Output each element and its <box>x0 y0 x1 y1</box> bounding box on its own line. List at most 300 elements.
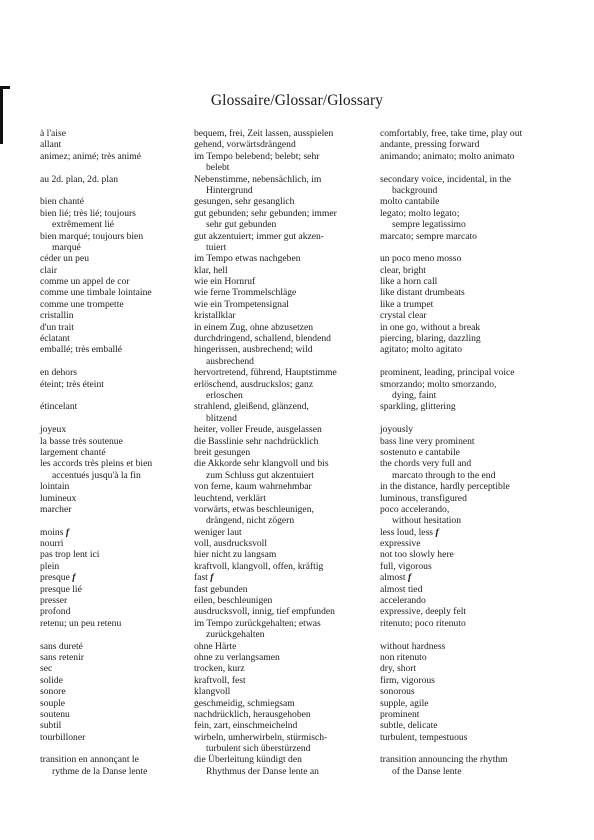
glossary-term: vorwärts, etwas beschleunigen, <box>194 503 314 515</box>
glossary-line <box>194 390 380 401</box>
glossary-line <box>380 185 566 196</box>
glossary-term: clair <box>40 264 58 276</box>
glossary-term: expressive, deeply felt <box>380 606 467 618</box>
glossary-line <box>380 253 566 264</box>
glossary-term: in einem Zug, ohne abzusetzen <box>194 321 314 333</box>
glossary-term: emballé; très emballé <box>40 344 123 356</box>
glossary-term: turbulent sich überstürzend <box>206 743 311 755</box>
glossary-term: hingerissen, ausbrechend; wild <box>194 344 313 356</box>
glossary-term: firm, vigorous <box>380 674 435 686</box>
glossary-term: drängend, nicht zögern <box>206 515 295 527</box>
glossary-term: un poco meno mosso <box>380 253 462 265</box>
glossary-line <box>380 698 566 709</box>
glossary-term: not too slowly here <box>380 549 454 561</box>
glossary-term: Rhythmus der Danse lente an <box>206 765 319 777</box>
glossary-line <box>194 743 380 754</box>
glossary-term: sparkling, glittering <box>380 401 456 413</box>
glossary-term: comfortably, free, take time, play out <box>380 128 523 139</box>
glossary-term: marqué <box>52 241 81 253</box>
glossary-term: eilen, beschleunigen <box>194 595 273 607</box>
glossary-line <box>380 538 566 549</box>
glossary-term: klar, hell <box>194 264 228 276</box>
glossary-term: crystal clear <box>380 310 427 322</box>
glossary-line <box>380 493 566 504</box>
glossary-term: la basse très soutenue <box>40 435 123 447</box>
glossary-term: heiter, voller Freude, ausgelassen <box>194 424 322 436</box>
glossary-term: éclatant <box>40 333 70 345</box>
glossary-term: dry, short <box>380 663 417 675</box>
glossary-line <box>40 139 192 150</box>
glossary-term: ausbrechend <box>206 355 254 367</box>
glossary-line <box>380 151 566 162</box>
glossary-line <box>40 732 192 743</box>
glossary-line <box>40 641 192 652</box>
glossary-line <box>380 549 566 560</box>
glossary-term: erlöschend, ausdruckslos; ganz <box>194 378 314 390</box>
glossary-line <box>40 379 192 390</box>
glossary-line <box>380 618 566 629</box>
glossary-line <box>194 185 380 196</box>
glossary-line <box>40 675 192 686</box>
glossary-line <box>194 447 380 458</box>
glossary-column-german <box>194 128 380 777</box>
glossary-line <box>40 663 192 674</box>
glossary-term: without hesitation <box>392 515 462 527</box>
glossary-term: hier nicht zu langsam <box>194 549 277 561</box>
glossary-line <box>380 379 566 390</box>
glossary-line <box>194 470 380 481</box>
glossary-line <box>380 344 566 355</box>
glossary-line <box>380 675 566 686</box>
glossary-line <box>194 151 380 162</box>
glossary-line <box>380 265 566 276</box>
glossary-line <box>194 584 380 595</box>
glossary-line <box>40 470 192 481</box>
glossary-term: lointain <box>40 481 70 493</box>
glossary-term: strahlend, gleißend, glänzend, <box>194 401 309 413</box>
glossary-line <box>194 424 380 435</box>
glossary-line <box>40 527 192 538</box>
glossary-line <box>40 299 192 310</box>
glossary-line <box>40 265 192 276</box>
glossary-line <box>380 504 566 515</box>
glossary-line <box>40 720 192 731</box>
glossary-line <box>380 310 566 321</box>
glossary-term: tuiert <box>206 241 227 253</box>
glossary-term: expressive <box>380 538 421 550</box>
glossary-term: rythme de la Danse lente <box>52 765 148 777</box>
glossary-line <box>40 504 192 515</box>
glossary-spacer <box>40 356 192 367</box>
glossary-line <box>380 299 566 310</box>
glossary-line <box>380 481 566 492</box>
glossary-term: like a trumpet <box>380 298 434 310</box>
glossary-line <box>194 675 380 686</box>
glossary-term: andante, pressing forward <box>380 139 480 151</box>
glossary-line <box>194 652 380 663</box>
glossary-line <box>380 322 566 333</box>
glossary-line <box>380 367 566 378</box>
glossary-term: like distant drumbeats <box>380 287 465 299</box>
glossary-term: clear, bright <box>380 264 426 276</box>
glossary-term: sans dureté <box>40 640 83 652</box>
glossary-term: sempre legatissimo <box>392 219 466 231</box>
glossary-line <box>40 208 192 219</box>
glossary-line <box>194 344 380 355</box>
glossary-column-english <box>380 128 566 777</box>
glossary-line <box>40 493 192 504</box>
glossary-line <box>194 162 380 173</box>
glossary-line <box>380 401 566 412</box>
glossary-line <box>380 231 566 242</box>
glossary-term: nourri <box>40 538 64 550</box>
glossary-line <box>194 732 380 743</box>
glossary-term: presque lié <box>40 583 82 595</box>
glossary-spacer <box>40 390 192 401</box>
glossary-line <box>40 686 192 697</box>
glossary-line <box>380 139 566 150</box>
glossary-term: sostenuto e cantabile <box>380 446 460 458</box>
glossary-term: subtil <box>40 720 62 732</box>
glossary-term: turbulent, tempestuous <box>380 731 468 743</box>
glossary-term: voll, ausdrucksvoll <box>194 538 268 550</box>
glossary-spacer <box>380 162 566 173</box>
glossary-line <box>194 174 380 185</box>
glossary-term: leuchtend, verklärt <box>194 492 266 504</box>
glossary-term: en dehors <box>40 367 78 379</box>
glossary-line <box>380 287 566 298</box>
glossary-term: wie ein Trompetensignal <box>194 298 289 310</box>
glossary-term: kraftvoll, klangvoll, offen, kräftig <box>194 560 324 572</box>
glossary-term: supple, agile <box>380 697 429 709</box>
glossary-term: almost tied <box>380 583 423 595</box>
glossary-term: d'un trait <box>40 321 74 333</box>
forte-dynamic-mark: f <box>65 526 70 538</box>
glossary-line <box>194 629 380 640</box>
glossary-spacer <box>40 162 192 173</box>
glossary-term: bequem, frei, Zeit lassen, ausspielen <box>194 128 334 139</box>
glossary-line <box>40 367 192 378</box>
glossary-term: moins <box>40 526 64 538</box>
glossary-term: à l'aise <box>40 128 66 139</box>
glossary-line <box>380 470 566 481</box>
glossary-line <box>40 436 192 447</box>
glossary-term: largement chanté <box>40 446 106 458</box>
glossary-term: accelerando <box>380 595 426 607</box>
glossary-line <box>194 458 380 469</box>
glossary-term: allant <box>40 139 62 151</box>
glossary-line <box>194 481 380 492</box>
glossary-term: gut gebunden; sehr gebunden; immer <box>194 207 337 219</box>
glossary-line <box>194 606 380 617</box>
glossary-line <box>40 595 192 606</box>
glossary-term: ohne zu verlangsamen <box>194 651 280 663</box>
glossary-term: sans retenir <box>40 651 84 663</box>
glossary-term: wie ferne Trommelschläge <box>194 287 297 299</box>
glossary-term: extrêmement lié <box>52 219 115 231</box>
glossary-spacer <box>380 356 566 367</box>
glossary-line <box>194 493 380 504</box>
glossary-term: geschmeidig, schmiegsam <box>194 697 295 709</box>
glossary-term: agitato; molto agitato <box>380 344 463 356</box>
glossary-line <box>380 606 566 617</box>
glossary-line <box>40 310 192 321</box>
glossary-term: solide <box>40 674 63 686</box>
glossary-line <box>194 538 380 549</box>
glossary-term: belebt <box>206 162 230 174</box>
glossary-line <box>40 584 192 595</box>
glossary-line <box>194 663 380 674</box>
glossary-term: joyeux <box>40 424 67 436</box>
glossary-term: piercing, blaring, dazzling <box>380 333 481 345</box>
glossary-line <box>194 436 380 447</box>
glossary-line <box>194 618 380 629</box>
glossary-line <box>194 527 380 538</box>
glossary-line <box>194 561 380 572</box>
glossary-spacer <box>380 242 566 253</box>
glossary-term: gut akzentuiert; immer gut akzen- <box>194 230 324 242</box>
glossary-line <box>194 253 380 264</box>
glossary-spacer <box>380 413 566 424</box>
glossary-line <box>40 481 192 492</box>
glossary-term: background <box>392 184 438 196</box>
glossary-term: non ritenuto <box>380 651 427 663</box>
glossary-term: sonore <box>40 686 66 698</box>
glossary-line <box>194 322 380 333</box>
glossary-term: cristallin <box>40 310 74 322</box>
glossary-term: breit gesungen <box>194 446 251 458</box>
page-title: Glossaire/Glossar/Glossary <box>210 92 384 109</box>
glossary-line <box>380 720 566 731</box>
glossary-term: luminous, transfigured <box>380 492 467 504</box>
glossary-line <box>194 367 380 378</box>
glossary-term: the chords very full and <box>380 458 472 470</box>
glossary-line <box>40 322 192 333</box>
glossary-term: sehr gut gebunden <box>206 219 277 231</box>
glossary-line <box>40 333 192 344</box>
glossary-line <box>40 287 192 298</box>
glossary-term: fast <box>194 572 208 584</box>
glossary-line <box>380 652 566 663</box>
glossary-term: marcato; sempre marcato <box>380 230 477 242</box>
glossary-line <box>194 572 380 583</box>
glossary-line <box>194 686 380 697</box>
glossary-line <box>194 595 380 606</box>
glossary-term: bien chanté <box>40 196 84 208</box>
glossary-line <box>380 754 566 765</box>
glossary-line <box>40 253 192 264</box>
glossary-term: marcher <box>40 503 72 515</box>
glossary-term: animando; animato; molto animato <box>380 150 515 162</box>
glossary-line <box>194 128 380 139</box>
glossary-line <box>194 413 380 424</box>
glossary-line <box>194 299 380 310</box>
glossary-line <box>380 458 566 469</box>
glossary-term: prominent, leading, principal voice <box>380 367 515 379</box>
glossary-line <box>40 766 192 777</box>
glossary-spacer <box>40 629 192 640</box>
glossary-term: transition en annonçant le <box>40 754 139 766</box>
forte-dynamic-mark: f <box>435 526 439 538</box>
glossary-line <box>380 219 566 230</box>
glossary-line <box>380 686 566 697</box>
glossary-term: weniger laut <box>194 526 242 538</box>
glossary-term: céder un peu <box>40 253 90 265</box>
glossary-term: profond <box>40 606 71 618</box>
glossary-term: animez; animé; très animé <box>40 150 141 162</box>
glossary-line <box>380 333 566 344</box>
glossary-term: marcato through to the end <box>392 469 496 481</box>
glossary-line <box>380 527 566 538</box>
glossary-line <box>40 151 192 162</box>
glossary-line <box>40 401 192 412</box>
glossary-line <box>40 219 192 230</box>
glossary-line <box>194 231 380 242</box>
glossary-term: ausdrucksvoll, innig, tief empfunden <box>194 606 335 618</box>
glossary-line <box>194 356 380 367</box>
glossary-line <box>40 174 192 185</box>
glossary-term: bass line very prominent <box>380 435 475 447</box>
glossary-line <box>380 709 566 720</box>
glossary-line <box>194 641 380 652</box>
glossary-term: gehend, vorwärtsdrängend <box>194 139 296 151</box>
glossary-line <box>194 196 380 207</box>
glossary-term: bien marqué; toujours bien <box>40 230 144 242</box>
glossary-line <box>380 174 566 185</box>
glossary-term: full, vigorous <box>380 560 432 572</box>
glossary-line <box>380 561 566 572</box>
glossary-line <box>380 766 566 777</box>
glossary-term: Nebenstimme, nebensächlich, im <box>194 173 322 185</box>
glossary-term: gesungen, sehr gesanglich <box>194 196 295 208</box>
glossary-line <box>194 515 380 526</box>
glossary-term: joyously <box>380 424 414 436</box>
glossary-term: ohne Härte <box>194 640 237 652</box>
glossary-term: legato; molto legato; <box>380 207 460 219</box>
glossary-line <box>380 663 566 674</box>
glossary-term: im Tempo zurückgehalten; etwas <box>194 617 321 629</box>
glossary-term: like a horn call <box>380 276 438 288</box>
glossary-term: Hintergrund <box>206 184 253 196</box>
glossary-column-french <box>40 128 192 777</box>
glossary-term: kristallklar <box>194 310 236 322</box>
glossary-line <box>40 458 192 469</box>
glossary-term: pas trop lent ici <box>40 549 100 561</box>
glossary-line <box>194 139 380 150</box>
glossary-term: in one go, without a break <box>380 321 481 333</box>
glossary-term: transition announcing the rhythm <box>380 754 508 766</box>
glossary-term: secondary voice, incidental, in the <box>380 173 512 185</box>
glossary-term: im Tempo etwas nachgeben <box>194 253 301 265</box>
glossary-line <box>194 754 380 765</box>
glossary-term: kraftvoll, fest <box>194 674 246 686</box>
glossary-line <box>40 538 192 549</box>
glossary-term: comme un appel de cor <box>40 276 130 288</box>
glossary-line <box>40 754 192 765</box>
glossary-spacer <box>40 413 192 424</box>
glossary-term: fast gebunden <box>194 583 248 595</box>
glossary-term: die Überleitung kündigt den <box>194 754 302 766</box>
glossary-line <box>194 379 380 390</box>
glossary-term: hervortretend, führend, Hauptstimme <box>194 367 337 379</box>
glossary-term: smorzando; molto smorzando, <box>380 378 497 390</box>
glossary-term: molto cantabile <box>380 196 440 208</box>
glossary-line <box>40 709 192 720</box>
glossary-line <box>380 390 566 401</box>
glossary-line <box>194 310 380 321</box>
glossary-line <box>40 447 192 458</box>
glossary-term: dying, faint <box>392 389 437 401</box>
glossary-line <box>380 436 566 447</box>
glossary-term: klangvoll <box>194 686 231 698</box>
glossary-term: im Tempo belebend; belebt; sehr <box>194 150 320 162</box>
glossary-term: ritenuto; poco ritenuto <box>380 617 466 629</box>
glossary-line <box>380 447 566 458</box>
glossary-line <box>194 401 380 412</box>
glossary-term: von ferne, kaum wahrnehmbar <box>194 481 312 493</box>
glossary-line <box>40 572 192 583</box>
glossary-line <box>380 595 566 606</box>
glossary-line <box>194 549 380 560</box>
glossary-line <box>194 287 380 298</box>
glossary-spacer <box>40 185 192 196</box>
glossary-term: nachdrücklich, herausgehoben <box>194 708 311 720</box>
glossary-term: soutenu <box>40 708 70 720</box>
glossary-spacer <box>40 743 192 754</box>
glossary-term: zurückgehalten <box>206 629 265 641</box>
glossary-line <box>40 698 192 709</box>
glossary-line <box>40 276 192 287</box>
glossary-line <box>194 208 380 219</box>
glossary-line <box>194 333 380 344</box>
glossary-term: zum Schluss gut akzentuiert <box>206 469 314 481</box>
glossary-term: lumineux <box>40 492 77 504</box>
glossary-term: without hardness <box>380 640 446 652</box>
forte-dynamic-mark: f <box>210 572 214 584</box>
glossary-term: poco accelerando, <box>380 503 450 515</box>
glossary-line <box>40 606 192 617</box>
glossary-term: retenu; un peu retenu <box>40 617 122 629</box>
forte-dynamic-mark: f <box>72 572 76 584</box>
glossary-term: comme une trompette <box>40 298 124 310</box>
glossary-line <box>380 208 566 219</box>
glossary-line <box>194 720 380 731</box>
glossary-term: bien lié; très lié; toujours <box>40 207 136 219</box>
glossary-term: of the Danse lente <box>392 765 462 777</box>
glossary-term: étincelant <box>40 401 78 413</box>
glossary-line <box>40 344 192 355</box>
glossary-line <box>194 276 380 287</box>
glossary-term: presser <box>40 595 68 607</box>
glossary-line <box>194 219 380 230</box>
glossary-line <box>380 732 566 743</box>
glossary-term: comme une timbale lointaine <box>40 287 152 299</box>
glossary-line <box>40 618 192 629</box>
glossary-term: prominent <box>380 708 420 720</box>
glossary-line <box>194 766 380 777</box>
glossary-line <box>194 242 380 253</box>
glossary-line <box>40 231 192 242</box>
glossary-term: subtle, delicate <box>380 720 438 732</box>
glossary-term: blitzend <box>206 412 237 424</box>
glossary-term: fein, zart, einschmeichelnd <box>194 720 298 732</box>
glossary-line <box>40 652 192 663</box>
glossary-term: erloschen <box>206 389 243 401</box>
glossary-spacer <box>40 515 192 526</box>
glossary-term: tourbilloner <box>40 731 86 743</box>
glossary-term: trocken, kurz <box>194 663 245 675</box>
glossary-line <box>380 572 566 583</box>
